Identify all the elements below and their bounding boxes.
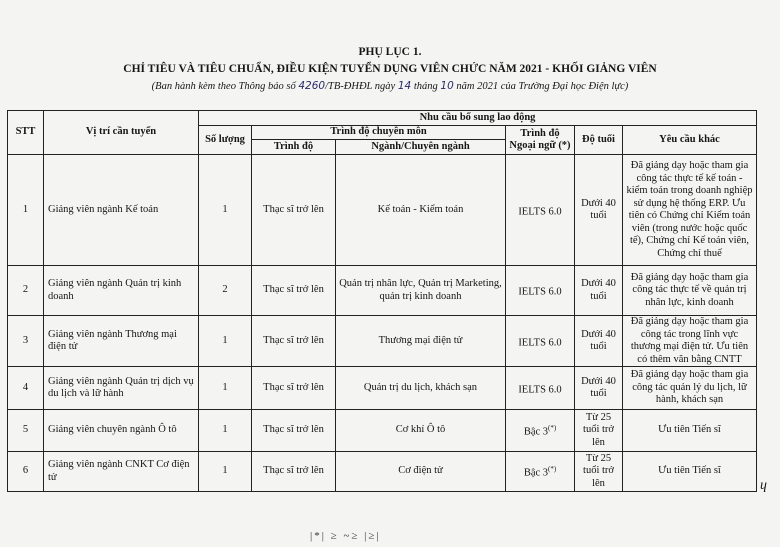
handwritten-day: 14 [397,80,412,92]
header-language: Trình độ Ngoại ngữ (*) [506,126,575,155]
subtitle-part-c: tháng [411,81,441,92]
cell-level: Thạc sĩ trở lên [252,452,336,492]
bottom-stamp-marks: |*| ≥ ~≥ |≥| [310,530,381,542]
cell-level: Thạc sĩ trở lên [252,316,336,367]
cell-other: Ưu tiên Tiến sĩ [623,452,757,492]
table-row [8,410,757,452]
cell-age: Từ 25 tuổi trở lên [575,452,623,492]
recruitment-table [7,110,757,492]
table-row [8,452,757,492]
cell-quantity: 1 [199,316,252,367]
cell-language [506,410,575,452]
cell-stt: 5 [8,410,44,452]
cell-quantity: 1 [199,410,252,452]
header-stt: STT [8,111,44,155]
cell-age: Dưới 40 tuổi [575,316,623,367]
table-row [8,316,757,367]
cell-position: Giảng viên chuyên ngành Ô tô [44,410,199,452]
document-subtitle [0,80,780,92]
cell-position: Giảng viên ngành Quản trị kinh doanh [44,266,199,316]
cell-other: Đã giảng dạy hoặc tham gia công tác trong lĩnh vực thương mại điện tử. Ưu tiên có thêm văn bằng CNTT [623,316,757,367]
subtitle-part-d: năm 2021 của Trường Đại học Điện lực) [453,81,629,92]
subtitle-part-b: /TB-ĐHĐL ngày [325,81,398,92]
cell-position: Giảng viên ngành CNKT Cơ điện tử [44,452,199,492]
table-row [8,155,757,266]
cell-age: Dưới 40 tuổi [575,266,623,316]
table-row [8,266,757,316]
cell-stt: 4 [8,367,44,410]
header-level: Trình độ [252,140,336,155]
header-other: Yêu cầu khác [623,126,757,155]
cell-age: Từ 25 tuổi trở lên [575,410,623,452]
cell-language [506,316,575,367]
cell-age: Dưới 40 tuổi [575,155,623,266]
cell-level: Thạc sĩ trở lên [252,410,336,452]
header-age: Độ tuổi [575,126,623,155]
cell-other: Ưu tiên Tiến sĩ [623,410,757,452]
language-footnote: (*) [548,424,557,432]
cell-position: Giảng viên ngành Kế toán [44,155,199,266]
table-row [8,367,757,410]
cell-other: Đã giảng dạy hoặc tham gia công tác thực tế về quản trị nhân lực, kinh doanh [623,266,757,316]
cell-language [506,155,575,266]
cell-level: Thạc sĩ trở lên [252,266,336,316]
cell-language [506,367,575,410]
cell-major: Kế toán - Kiểm toán [336,155,506,266]
cell-stt: 1 [8,155,44,266]
subtitle-part-a: (Ban hành kèm theo Thông báo số [151,81,299,92]
cell-other: Đã giảng dạy hoặc tham gia công tác thực tế kế toán - kiểm toán trong doanh nghiệp sử dụng hệ thống ERP. Ưu tiên có Chứng chỉ Kiểm toán viên (trong nước hoặc quốc tế), Chứng chỉ Kế toán viên, Chứng chỉ thuế [623,155,757,266]
language-value: IELTS 6.0 [518,286,562,298]
language-footnote: (*) [548,465,557,473]
cell-position: Giảng viên ngành Thương mại điện tử [44,316,199,367]
appendix-title: PHỤ LỤC 1. [358,46,422,58]
cell-level: Thạc sĩ trở lên [252,155,336,266]
cell-other: Đã giảng dạy hoặc tham gia công tác quản lý du lịch, lữ hành, khách sạn [623,367,757,410]
cell-quantity: 1 [199,367,252,410]
cell-quantity: 2 [199,266,252,316]
cell-age: Dưới 40 tuổi [575,367,623,410]
cell-major: Quản trị du lịch, khách sạn [336,367,506,410]
handwritten-month: 10 [440,80,454,92]
language-value: Bậc 3 [523,426,549,438]
cell-stt: 3 [8,316,44,367]
cell-major: Cơ khí Ô tô [336,410,506,452]
cell-stt: 2 [8,266,44,316]
language-value: IELTS 6.0 [518,384,562,395]
cell-quantity: 1 [199,452,252,492]
cell-position: Giảng viên ngành Quản trị dịch vụ du lịch và lữ hành [44,367,199,410]
cell-major: Cơ điện tử [336,452,506,492]
language-value: IELTS 6.0 [518,206,562,217]
signature-mark: ɥ [760,478,767,493]
document-title: CHỈ TIÊU VÀ TIÊU CHUẨN, ĐIỀU KIỆN TUYỂN DỤNG VIÊN CHỨC NĂM 2021 - KHỐI GIẢNG VIÊN [123,63,657,75]
header-needs: Nhu cầu bổ sung lao động [199,111,757,126]
header-major: Ngành/Chuyên ngành [336,140,506,155]
header-position: Vị trí cần tuyển [44,111,199,155]
cell-stt: 6 [8,452,44,492]
cell-major: Thương mại điện tử [336,316,506,367]
cell-language [506,452,575,492]
cell-major: Quản trị nhân lực, Quản trị Marketing, quản trị kinh doanh [336,266,506,316]
language-value: Bậc 3 [523,467,549,479]
cell-level: Thạc sĩ trở lên [252,367,336,410]
cell-language [506,266,575,316]
cell-quantity: 1 [199,155,252,266]
header-quantity: Số lượng [199,126,252,155]
handwritten-doc-number: 4260 [298,80,326,92]
header-expertise: Trình độ chuyên môn [252,126,506,140]
language-value: IELTS 6.0 [518,337,562,348]
